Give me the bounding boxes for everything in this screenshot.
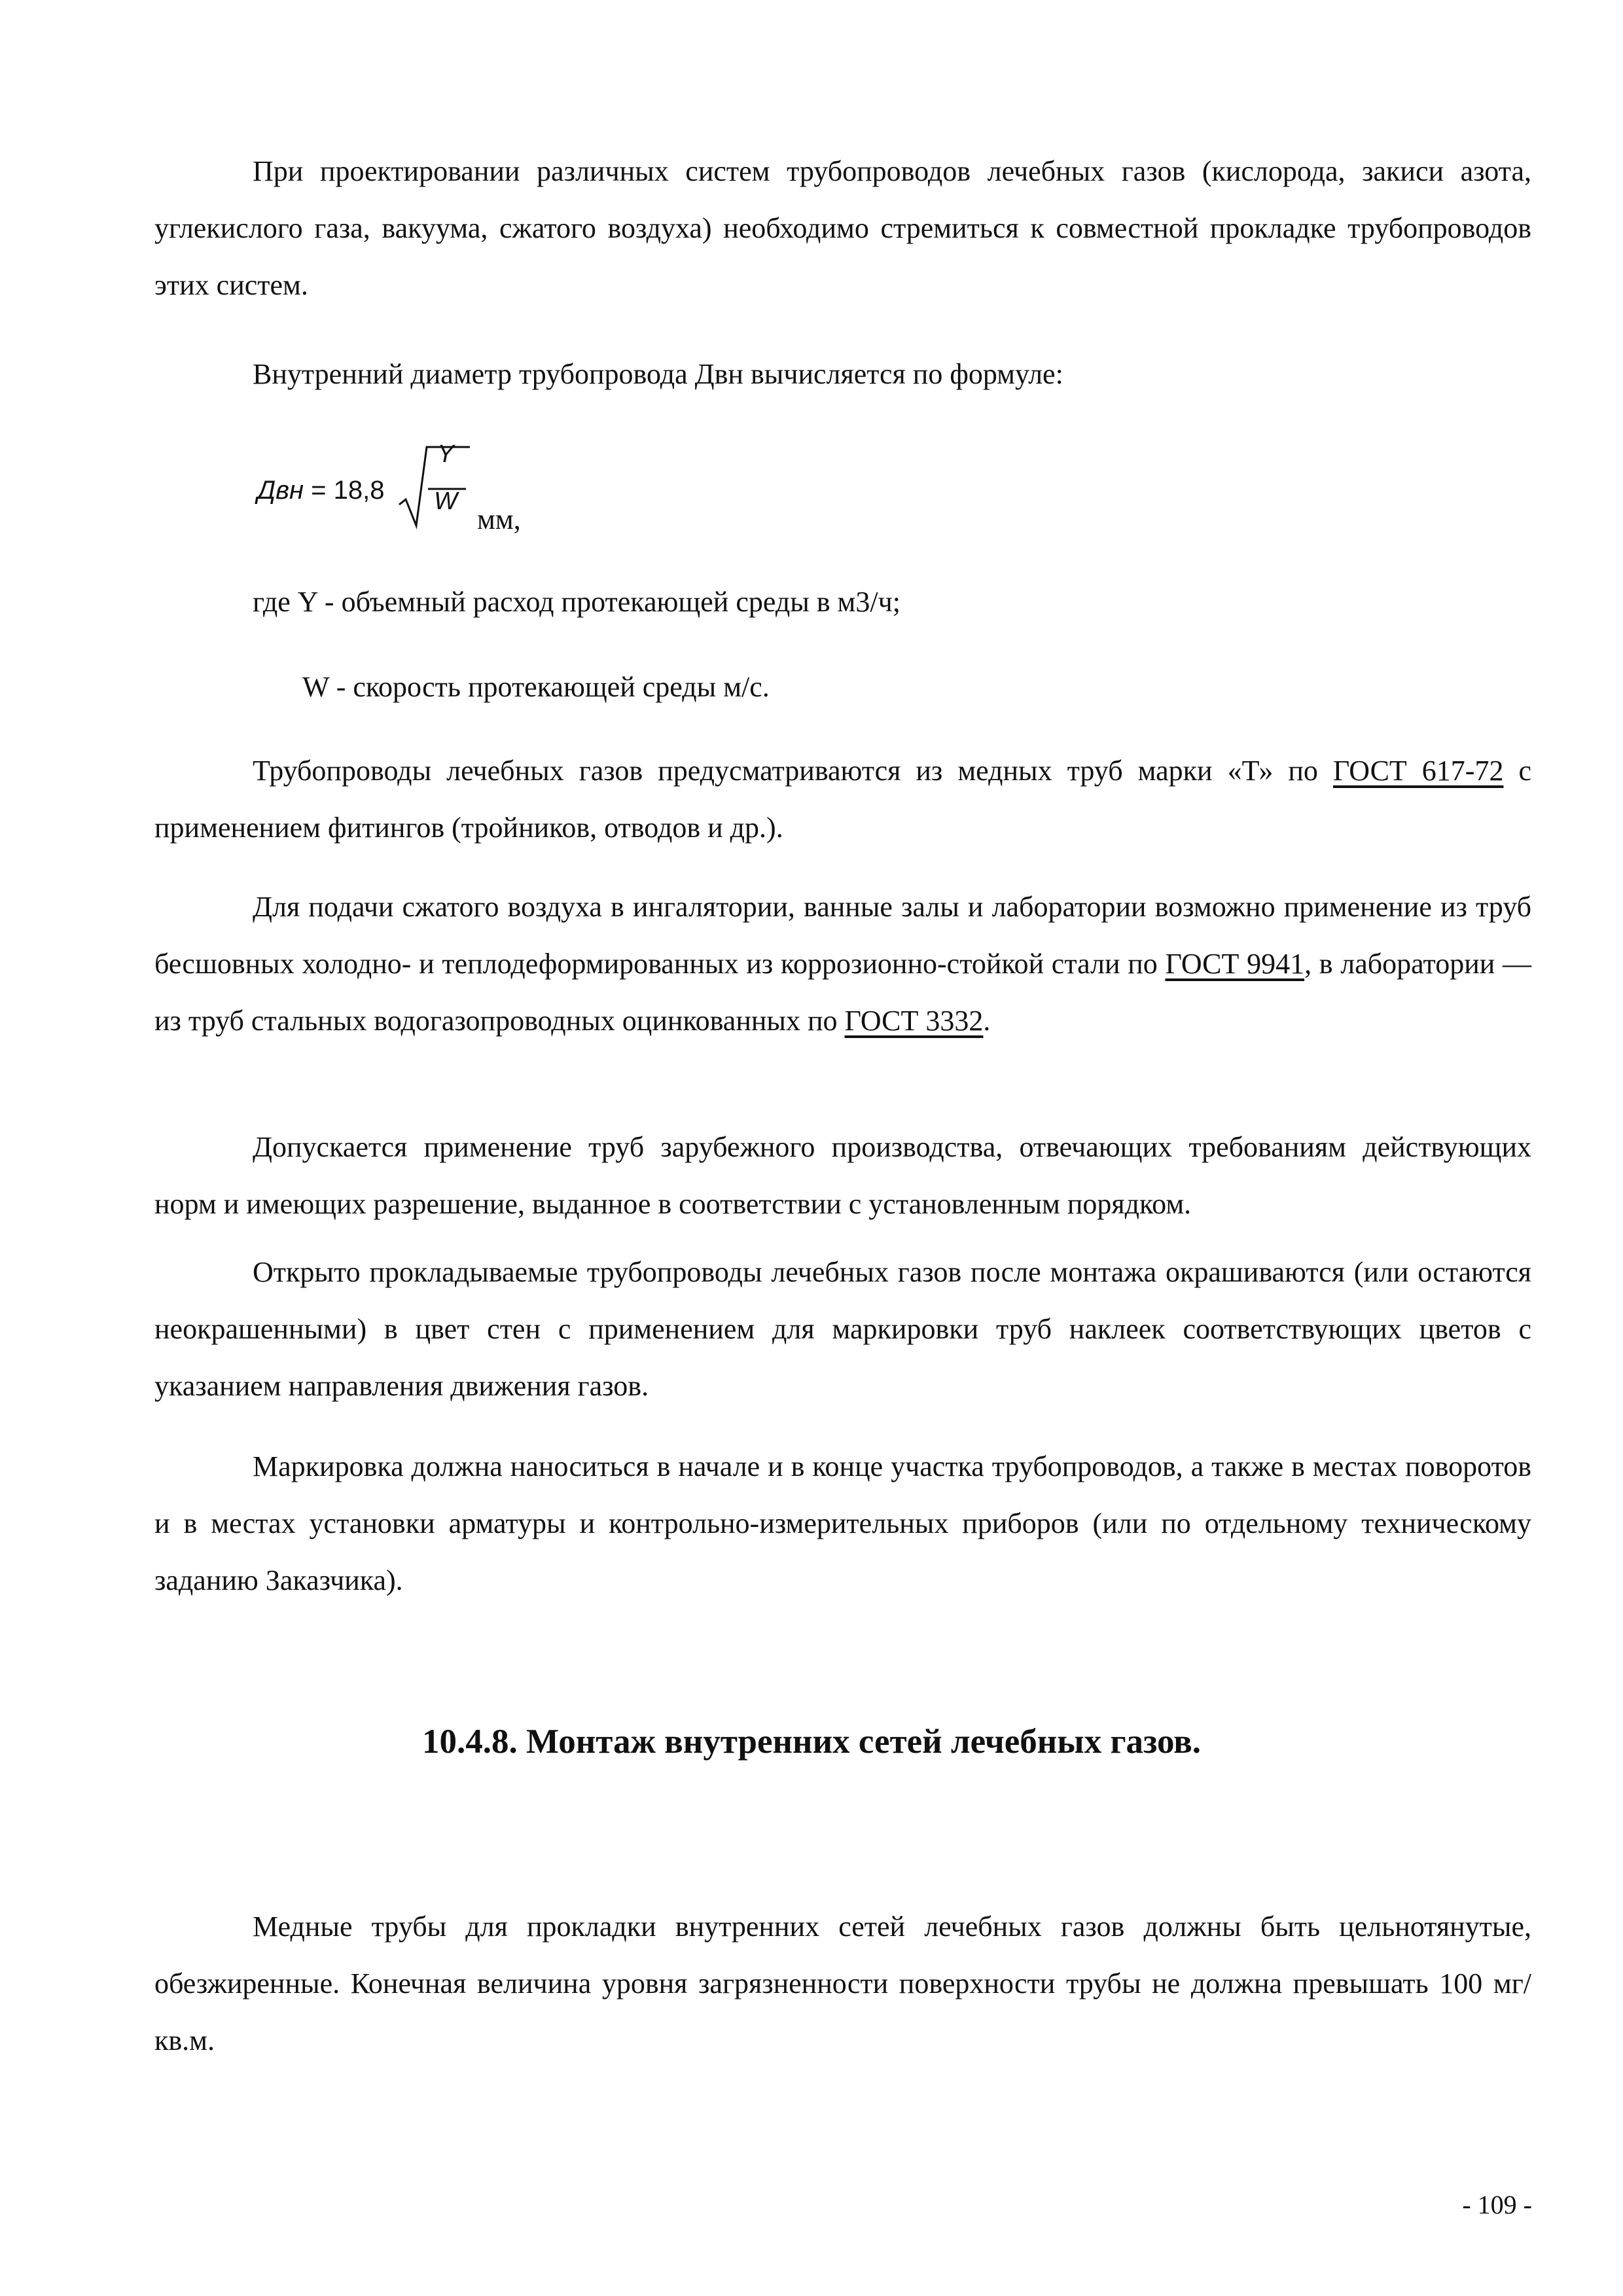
paragraph-text: . — [983, 1005, 991, 1037]
paragraph-text: с применением фитингов (тройников, отводов и др.). — [154, 755, 1532, 844]
gost-3332-link[interactable]: ГОСТ 3332 — [844, 1005, 984, 1037]
diameter-formula — [257, 435, 624, 540]
formula-denominator: W — [434, 488, 457, 515]
page-number: - 109 - — [1462, 2190, 1532, 2219]
gost-9941-link[interactable]: ГОСТ 9941 — [1165, 948, 1305, 980]
formula-numerator: Y — [437, 440, 454, 468]
paragraph-text: Медные трубы для прокладки внутренних сетей лечебных газов должны быть цельнотянутые, обезжиренные. Конечная величина уровня загрязненности поверхности трубы не должна превышать 100 мг/кв.м. — [154, 1910, 1531, 2056]
paragraph-text: Маркировка должна наноситься в начале и в конце участка трубопроводов, а также в местах поворотов и в местах установки арматуры и контрольно-измерительных приборов (или по отдельному техническому заданию Заказчика). — [154, 1450, 1531, 1596]
paragraph-text: Внутренний диаметр трубопровода Двн вычисляется по формуле: — [253, 358, 1063, 390]
section-heading: 10.4.8. Монтаж внутренних сетей лечебных газов. — [421, 1723, 1202, 1761]
paragraph-diameter-intro — [154, 346, 1531, 403]
paragraph-copper-requirements — [154, 1898, 1531, 2069]
definition-y: где Y - объемный расход протекающей среды в м3/ч; — [253, 586, 901, 618]
paragraph-joint-laying — [154, 143, 1531, 314]
paragraph-text: , в лаборатории — из труб стальных водогазопроводных оцинкованных по — [154, 948, 1531, 1037]
gost-617-72-link[interactable]: ГОСТ 617-72 — [1332, 755, 1504, 787]
formula-unit: мм, — [477, 503, 521, 535]
paragraph-copper-pipes — [154, 742, 1531, 856]
paragraph-text: При проектировании различных систем трубопроводов лечебных газов (кислорода, закиси азота, углекислого газа, вакуума, сжатого воздуха) необходимо стремиться к совместной прокладке трубопроводов этих систем. — [154, 155, 1531, 301]
paragraph-text: Открыто прокладываемые трубопроводы лечебных газов после монтажа окрашиваются (или остаются неокрашенными) в цвет стен с применением для маркировки труб наклеек соответствующих цветов с указанием направления движения газов. — [154, 1256, 1531, 1402]
paragraph-text: Для подачи сжатого воздуха в ингалятории, ванные залы и лаборатории возможно применение из труб бесшовных холодно- и теплодеформированных из коррозионно-стойкой стали по — [154, 891, 1531, 980]
definition-w: W - скорость протекающей среды м/с. — [302, 671, 770, 703]
paragraph-painting — [154, 1244, 1531, 1414]
paragraph-compressed-air — [154, 878, 1531, 1049]
formula-coefficient: = 18,8 — [304, 476, 385, 505]
formula-variable: Двн — [257, 476, 304, 505]
paragraph-text: Допускается применение труб зарубежного производства, отвечающих требованиям действующих норм и имеющих разрешение, выданное в соответствии с установленным порядком. — [154, 1131, 1531, 1220]
formula-lhs — [257, 476, 385, 505]
paragraph-marking — [154, 1438, 1531, 1609]
paragraph-foreign-pipes — [154, 1119, 1531, 1232]
paragraph-text: Трубопроводы лечебных газов предусматриваются из медных труб марки «Т» по — [253, 755, 1333, 787]
